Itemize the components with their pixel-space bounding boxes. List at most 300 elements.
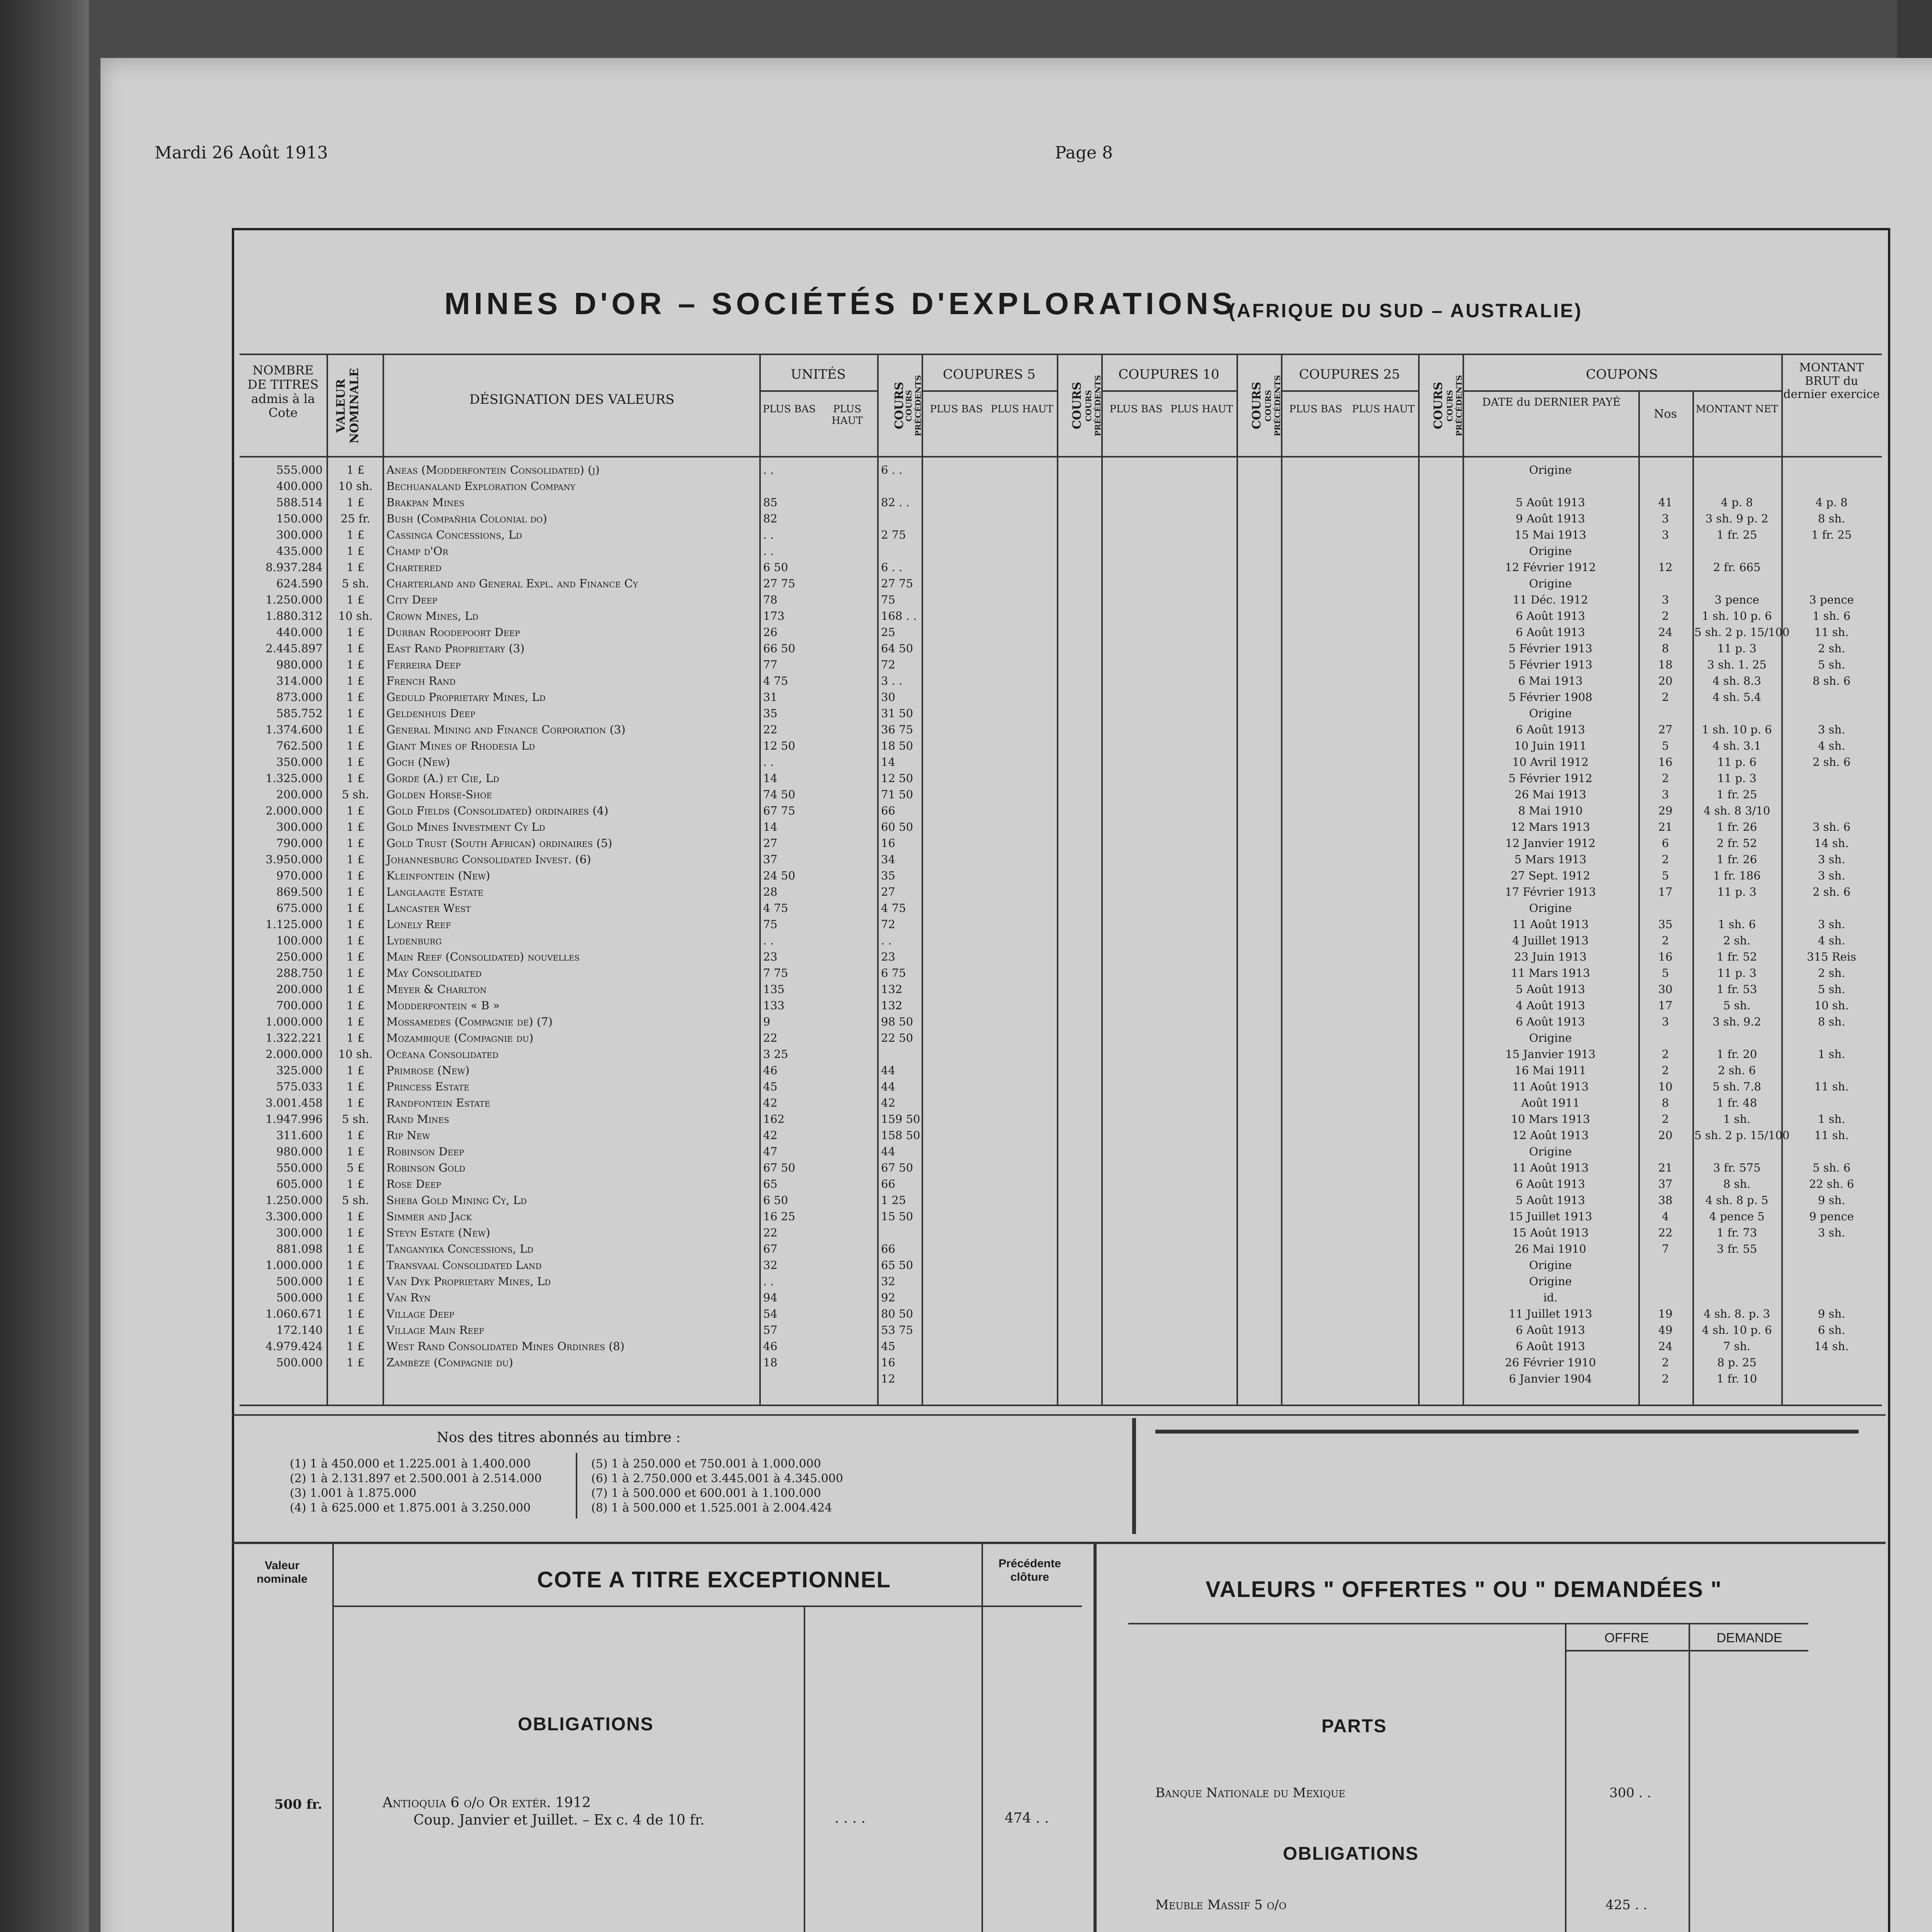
cell-numero: 16 [1658,755,1673,769]
cell-numero: 10 [1658,1080,1673,1093]
cell-cours-prec: 18 50 [881,739,913,752]
cell-designation: Langlaagte Estate [386,885,483,898]
table-row [240,902,1889,915]
cell-designation: Kleinfontein (New) [386,869,490,882]
col-c5-cours: COURS [1070,382,1084,430]
cell-unites: . . [763,1275,774,1288]
cell-date: 6 Août 1913 [1515,1323,1585,1337]
cell-date: 4 Août 1913 [1515,999,1585,1012]
cell-date: 6 Août 1913 [1515,1177,1585,1190]
cell-designation: Randfontein Estate [386,1096,490,1109]
cell-cours-prec: 168 . . [881,609,917,622]
cell-unites: . . [763,755,774,769]
cell-nombre: 311.600 [276,1129,323,1142]
cell-nombre: 172.140 [276,1323,323,1337]
cell-montant-brut: 4 sh. [1818,934,1845,947]
cell-unites: 22 [763,723,777,736]
cell-date: Origine [1529,707,1572,720]
table-row [240,999,1889,1012]
cell-numero: 2 [1662,1064,1669,1077]
cell-montant-brut: 11 sh. [1814,1080,1849,1093]
cell-montant-net: 1 fr. 73 [1716,1226,1757,1239]
table-row [240,545,1889,558]
cell-unites: 22 [763,1226,777,1239]
table-row [240,1308,1889,1320]
cell-numero: 5 [1662,869,1669,882]
cell-montant-brut: 3 sh. [1818,918,1845,931]
cell-date: 5 Mars 1913 [1514,853,1587,866]
col-c25-prec: COURS PRÉCÉDENTS [1445,375,1464,437]
cell-cours-prec: . . [881,934,892,947]
cell-montant-net: 4 sh. 8.3 [1713,674,1761,687]
cell-montant-brut: 3 sh. [1818,1226,1845,1239]
cell-designation: Simmer and Jack [386,1210,472,1223]
cell-unites: 12 50 [763,739,796,752]
cell-valeur: 1 £ [346,918,365,931]
cell-cours-prec: 159 50 [881,1112,920,1126]
cell-numero: 30 [1658,983,1673,996]
col-unites-bas: PLUS BAS [762,403,816,415]
cell-date: 26 Mai 1910 [1514,1242,1587,1255]
cell-designation: Bechuanaland Exploration Company [386,480,575,493]
cell-numero: 4 [1662,1210,1669,1223]
cell-montant-brut: 4 sh. [1818,739,1845,752]
cell-designation: Tanganyika Concessions, Ld [386,1242,534,1255]
cell-cours-prec: 132 [881,983,903,996]
table-row [240,1080,1889,1093]
cell-nombre: 2.000.000 [265,1048,323,1061]
cell-valeur: 1 £ [346,966,365,980]
cell-unites: 66 50 [763,642,796,655]
cell-montant-net: 5 sh. 2 p. 15/100 [1694,1129,1790,1142]
cell-valeur: 1 £ [346,723,365,736]
cell-montant-net: 1 fr. 25 [1716,528,1757,541]
cell-cours-prec: 16 [881,1356,895,1369]
cell-date: 27 Sept. 1912 [1510,869,1590,882]
cell-numero: 2 [1662,609,1669,622]
cell-montant-net: 1 fr. 48 [1716,1096,1757,1109]
cell-date: 10 Mars 1913 [1511,1112,1590,1126]
table-row [240,772,1889,785]
cell-cours-prec: 64 50 [881,642,913,655]
timbre-title: Nos des titres abonnés au timbre : [437,1430,681,1446]
cell-designation: Gorde (A.) et Cie, Ld [386,772,500,785]
table-row [240,983,1889,996]
cell-designation: Ferreira Deep [386,658,461,671]
cell-valeur: 1 £ [346,593,365,606]
cell-unites: 14 [763,772,777,785]
cell-unites: 46 [763,1340,777,1353]
table-row [240,642,1889,655]
cell-nombre: 675.000 [276,901,323,915]
cell-valeur: 1 £ [346,1210,365,1223]
cell-unites: 18 [763,1356,777,1369]
cell-valeur: 1 £ [346,1145,365,1158]
cell-cours-prec: 6 . . [881,463,903,476]
cell-unites: 23 [763,950,777,963]
cell-cours-prec: 44 [881,1080,895,1093]
cell-valeur: 1 £ [346,463,365,476]
cell-numero: 37 [1658,1177,1673,1190]
cell-numero: 49 [1658,1323,1673,1337]
cell-unites: 162 [763,1112,785,1126]
cell-numero: 20 [1658,1129,1673,1142]
table-row [240,756,1889,769]
timbre-line: (8) 1 à 500.000 et 1.525.001 à 2.004.424 [591,1501,832,1515]
cell-date: 11 Août 1913 [1512,1161,1589,1174]
cell-cours-prec: 25 [881,626,895,639]
cell-designation: Primrose (New) [386,1064,470,1077]
cell-nombre: 325.000 [276,1064,323,1077]
cell-date: 16 Mai 1911 [1514,1064,1587,1077]
cell-montant-brut: 6 sh. [1818,1323,1845,1337]
cell-date: 6 Mai 1913 [1518,674,1583,687]
cell-nombre: 980.000 [276,658,323,671]
cell-unites: 14 [763,820,777,833]
cell-valeur: 5 sh. [342,788,369,801]
cell-nombre: 2.445.897 [265,642,323,655]
col-coupures25: COUPURES 25 [1299,367,1400,382]
cell-nombre: 1.250.000 [265,593,323,606]
cell-numero: 3 [1662,593,1669,606]
cell-cours-prec: 16 [881,837,895,850]
cell-cours-prec: 60 50 [881,820,913,833]
col-coupures10: COUPURES 10 [1118,367,1219,382]
cell-valeur: 1 £ [346,1291,365,1304]
cell-valeur: 1 £ [346,804,365,817]
cell-numero: 2 [1662,934,1669,947]
cell-montant-net: 11 p. 3 [1717,885,1757,898]
cell-unites: 37 [763,853,777,866]
cell-unites: 42 [763,1096,777,1109]
cell-valeur: 1 £ [346,999,365,1012]
cell-valeur: 1 £ [346,885,365,898]
cell-designation: Main Reef (Consolidated) nouvelles [386,950,580,963]
table-row [240,1129,1889,1142]
cell-date: 12 Janvier 1912 [1505,837,1596,850]
cell-nombre: 700.000 [276,999,323,1012]
cell-numero: 22 [1658,1226,1673,1239]
cell-cours-prec: 6 75 [881,966,906,980]
cell-valeur: 1 £ [346,983,365,996]
table-row [240,512,1889,525]
cell-valeur: 1 £ [346,690,365,704]
cell-designation: City Deep [386,593,437,606]
table-row [240,610,1889,622]
cell-date: 12 Mars 1913 [1511,820,1590,833]
cell-designation: Village Main Reef [386,1323,485,1337]
cell-numero: 16 [1658,950,1673,963]
cell-cours-prec: 12 50 [881,772,913,785]
cell-cours-prec: 132 [881,999,903,1012]
cell-numero: 5 [1662,966,1669,980]
cell-designation: Van Dyk Proprietary Mines, Ld [386,1275,551,1288]
cell-unites: 4 75 [763,901,788,915]
cote-exceptionnel [232,1544,1082,1932]
cell-date: 6 Août 1913 [1515,1340,1585,1353]
cell-date: 15 Août 1913 [1512,1226,1589,1239]
cell-cours-prec: 30 [881,690,895,704]
cell-nombre: 288.750 [276,966,323,980]
cell-designation: Johannesburg Consolidated Invest. (6) [386,853,591,866]
cell-valeur: 1 £ [346,820,365,833]
cell-date: 5 Février 1913 [1509,658,1592,671]
cell-designation: Champ d'Or [386,544,449,558]
cell-nombre: 4.979.424 [265,1340,323,1353]
col-nombre: NOMBRE DE TITRES admis à la Cote [247,363,319,420]
col-date-dernier: DATE du DERNIER PAYÉ [1482,396,1621,408]
cell-unites: . . [763,463,774,476]
cell-nombre: 200.000 [276,983,323,996]
cell-cours-prec: 72 [881,658,895,671]
cell-date: Août 1911 [1521,1096,1580,1109]
cell-unites: 28 [763,885,777,898]
cell-unites: 22 [763,1031,777,1044]
cell-cours-prec: 27 75 [881,577,913,590]
cell-unites: 16 25 [763,1210,796,1223]
cell-cours-prec: 66 [881,1242,895,1255]
cell-valeur: 1 £ [346,772,365,785]
cell-valeur: 1 £ [346,1031,365,1044]
cell-numero: 21 [1658,820,1673,833]
cell-unites: 6 50 [763,1194,788,1207]
cell-designation: Crown Mines, Ld [386,609,479,622]
col-c10-prec: COURS PRÉCÉDENTS [1264,375,1282,437]
table-row [240,1064,1889,1077]
col-c10-bas: PLUS BAS [1109,403,1163,415]
cell-designation: Mozambique (Compagnie du) [386,1031,534,1044]
cell-valeur: 1 £ [346,1242,365,1255]
cell-numero: 2 [1662,690,1669,704]
cell-date: 5 Février 1908 [1509,690,1592,704]
table-row [240,1226,1889,1239]
cell-montant-net: 3 pence [1714,593,1759,606]
cell-nombre: 970.000 [276,869,323,882]
cell-unites: 47 [763,1145,777,1158]
cell-date: 5 Août 1913 [1515,496,1585,509]
cell-numero: 2 [1662,772,1669,785]
table-row [240,869,1889,882]
exc-col-valeur: Valeur nominale [257,1559,308,1585]
cell-numero: 19 [1658,1307,1673,1320]
cell-designation: French Rand [386,674,456,687]
col-c25-cours: COURS [1432,382,1445,430]
cell-valeur: 1 £ [346,934,365,947]
col-valeur: VALEUR NOMINALE [334,368,361,444]
cell-unites: 27 75 [763,577,796,590]
cell-designation: Modderfontein « B » [386,999,500,1012]
cell-date: 11 Août 1913 [1512,1080,1589,1093]
table-body [240,464,1882,1399]
cell-unites: . . [763,934,774,947]
table-row [240,1162,1889,1174]
table-row [240,740,1889,752]
cell-unites: 135 [763,983,785,996]
cell-valeur: 10 sh. [338,609,373,622]
cell-date: 12 Août 1913 [1512,1129,1589,1142]
cell-montant-brut: 1 fr. 25 [1811,528,1852,541]
cell-numero: 8 [1662,642,1669,655]
timbre-right [591,1457,843,1515]
cell-montant-net: 2 sh. 6 [1718,1064,1756,1077]
table-row [240,658,1889,671]
cell-designation: Aneas (Modderfontein Consolidated) (j) [386,463,600,476]
cell-designation: Princess Estate [386,1080,469,1093]
cell-montant-brut: 14 sh. [1814,1340,1849,1353]
table-row [240,1178,1889,1190]
cell-unites: 75 [763,918,777,931]
section-subtitle: (AFRIQUE DU SUD – AUSTRALIE) [1229,300,1583,321]
table-row [240,788,1889,801]
col-montant-brut: MONTANT BRUT du dernier exercice [1783,361,1880,401]
cell-designation: Meyer & Charlton [386,983,487,996]
timbre-line: (5) 1 à 250.000 et 750.001 à 1.000.000 [591,1457,821,1471]
cell-unites: 173 [763,609,785,622]
exc-line1: Antioquia 6 o/o Or extér. 1912 [383,1795,591,1811]
cell-valeur: 1 £ [346,1015,365,1028]
cell-unites: 45 [763,1080,777,1093]
cell-montant-net: 1 fr. 26 [1716,853,1757,866]
cell-unites: 4 75 [763,674,788,687]
timbre-line: (2) 1 à 2.131.897 et 2.500.001 à 2.514.000 [290,1472,542,1485]
cell-designation: Rip New [386,1129,430,1142]
cell-montant-brut: 1 sh. [1818,1112,1845,1126]
cell-valeur: 1 £ [346,642,365,655]
cell-valeur: 1 £ [346,869,365,882]
cell-designation: Lancaster West [386,901,471,915]
cell-valeur: 1 £ [346,837,365,850]
cell-unites: . . [763,544,774,558]
cell-nombre: 500.000 [276,1291,323,1304]
cell-valeur: 1 £ [346,1340,365,1353]
cell-date: 10 Juin 1911 [1514,739,1587,752]
cell-nombre: 624.590 [276,577,323,590]
cell-unites: 67 50 [763,1161,796,1174]
cell-cours-prec: 67 50 [881,1161,913,1174]
cell-montant-net: 2 sh. [1723,934,1751,947]
cell-designation: Zambèze (Compagnie du) [386,1356,513,1369]
cell-designation: Giant Mines of Rhodesia Ld [386,739,535,752]
col-c10-haut: PLUS HAUT [1170,403,1233,415]
cell-montant-net: 4 sh. 8. p. 3 [1703,1307,1770,1320]
cell-designation: Lydenburg [386,934,442,947]
cell-nombre: 1.947.996 [265,1112,323,1126]
cell-nombre: 555.000 [276,463,323,476]
cell-date: 10 Avril 1912 [1512,755,1589,769]
cell-valeur: 1 £ [346,707,365,720]
cell-nombre: 575.033 [276,1080,323,1093]
cell-montant-brut: 1 sh. 6 [1812,609,1851,622]
table-row [240,1291,1889,1304]
cell-nombre: 790.000 [276,837,323,850]
table-row [240,675,1889,687]
cell-nombre: 150.000 [276,512,323,525]
cell-valeur: 1 £ [346,1080,365,1093]
cell-date: 17 Février 1913 [1505,885,1596,898]
cell-valeur: 25 fr. [340,512,371,525]
scan-edge-left [0,0,89,1932]
cell-montant-net: 1 fr. 186 [1713,869,1761,882]
cell-cours-prec: 14 [881,755,895,769]
cell-date: 6 Août 1913 [1515,1015,1585,1028]
cell-numero: 20 [1658,674,1673,687]
cell-numero: 38 [1658,1194,1673,1207]
cell-montant-net: 8 sh. [1723,1177,1751,1190]
cell-nombre: 1.325.000 [265,772,323,785]
cell-nombre: 881.098 [276,1242,323,1255]
cell-nombre: 250.000 [276,950,323,963]
offertes-col-offre: OFFRE [1604,1631,1649,1645]
cell-nombre: 1.125.000 [265,918,323,931]
cell-montant-brut: 11 sh. [1814,1129,1849,1142]
cell-numero: 17 [1658,999,1673,1012]
cell-cours-prec: 2 75 [881,528,906,541]
cell-montant-brut: 8 sh. [1818,1015,1845,1028]
exc-line2: Coup. Janvier et Juillet. – Ex c. 4 de 10 fr. [413,1812,705,1828]
table-row [240,1210,1889,1223]
table-row [240,496,1889,509]
cell-montant-brut: 9 pence [1809,1210,1854,1223]
exc-obligations: OBLIGATIONS [518,1714,654,1735]
table-row [240,1372,1889,1385]
cell-montant-net: 5 sh. 7.8 [1713,1080,1761,1093]
cell-designation: General Mining and Finance Corporation (3) [386,723,626,736]
col-coupons: COUPONS [1586,367,1658,382]
cell-valeur: 5 sh. [342,1194,369,1207]
cell-unites: 65 [763,1177,777,1190]
cell-unites: 94 [763,1291,777,1304]
cell-valeur: 1 £ [346,1356,365,1369]
cell-nombre: 300.000 [276,528,323,541]
cell-montant-brut: 3 sh. [1818,723,1845,736]
cell-date: 5 Février 1912 [1509,772,1592,785]
cell-date: id. [1543,1291,1558,1304]
cell-date: 9 Août 1913 [1515,512,1585,525]
table-row [240,1356,1889,1369]
cell-montant-net: 1 sh. 10 p. 6 [1702,609,1772,622]
cell-date: 4 Juillet 1913 [1512,934,1589,947]
cell-nombre: 1.060.671 [265,1307,323,1320]
cell-nombre: 300.000 [276,1226,323,1239]
cell-cours-prec: 53 75 [881,1323,913,1337]
cell-montant-brut: 22 sh. 6 [1809,1177,1854,1190]
col-numero: Nos [1654,407,1677,421]
cell-cours-prec: 23 [881,950,895,963]
cell-nombre: 314.000 [276,674,323,687]
cell-cours-prec: 42 [881,1096,895,1109]
cell-nombre: 762.500 [276,739,323,752]
cell-nombre: 3.950.000 [265,853,323,866]
cell-unites: 57 [763,1323,777,1337]
cell-cours-prec: 6 . . [881,561,903,574]
cell-montant-brut: 8 sh. 6 [1812,674,1851,687]
cell-valeur: 1 £ [346,528,365,541]
valeurs-offertes [1121,1546,1874,1932]
exc-prec: 474 . . [1005,1810,1049,1826]
cell-date: 11 Déc. 1912 [1512,593,1588,606]
cell-nombre: 100.000 [276,934,323,947]
cell-valeur: 1 £ [346,674,365,687]
cell-designation: Brakpan Mines [386,496,464,509]
cell-nombre: 3.300.000 [265,1210,323,1223]
cell-designation: Steyn Estate (New) [386,1226,490,1239]
table-row [240,1259,1889,1272]
cell-numero: 21 [1658,1161,1673,1174]
exc-dots: . . . . [835,1810,866,1826]
cell-date: 6 Août 1913 [1515,626,1585,639]
cell-valeur: 1 £ [346,950,365,963]
cell-date: Origine [1529,577,1572,590]
